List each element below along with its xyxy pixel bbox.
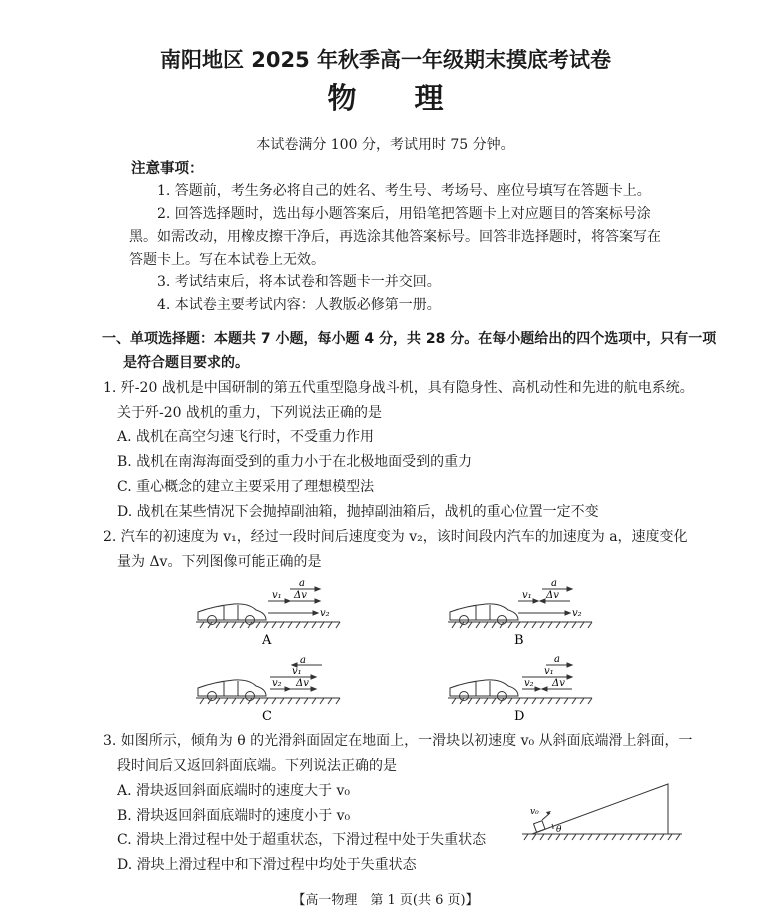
car-icon [450,604,518,625]
question-3-option-a: A. 滑块返回斜面底端时的速度大于 v₀ [117,783,350,799]
section-heading: 一、单项选择题：本题共 7 小题，每小题 4 分，共 28 分。在每小题给出的四个选项中，只有一项 [102,331,717,347]
subject-title: 物理 [327,81,502,115]
label-v2: v₂ [320,608,330,619]
ground [196,698,340,704]
ground [448,622,592,628]
score-info: 本试卷满分 100 分，考试用时 75 分钟。 [256,137,515,153]
question-1-stem: 关于歼-20 战机的重力，下列说法正确的是 [117,405,382,421]
label-dv: Δv [294,590,307,601]
question-1-option-c: C. 重心概念的建立主要采用了理想模型法 [117,479,375,495]
question-1-option-a: A. 战机在高空匀速飞行时，不受重力作用 [117,429,375,445]
slider-block [534,821,546,833]
label-v1: v₁ [272,590,282,601]
label-v1: v₁ [544,666,554,677]
label-dv: Δv [552,678,565,689]
figure-label: D [514,709,525,724]
figure-label: A [262,633,272,648]
arrow-v0 [542,813,550,820]
page-footer: 【高一物理 第 1 页(共 6 页)】 [292,893,479,908]
label-v2: v₂ [524,678,534,689]
note-line: 答题卡上。写在本试卷上无效。 [129,252,325,268]
label-a: a [300,655,306,666]
label-v1: v₁ [522,590,532,601]
question-1-option-d: D. 战机在某些情况下会抛掉副油箱，抛掉副油箱后，战机的重心位置一定不变 [117,504,599,520]
ground [448,698,592,704]
figure-label: B [514,633,524,648]
label-dv: Δv [296,678,309,689]
label-theta: θ [556,825,562,835]
label-a: a [551,578,557,589]
question-2-stem: 2. 汽车的初速度为 v₁，经过一段时间后速度变为 v₂，该时间段内汽车的加速度为 a，速度变化 [103,529,688,545]
car-icon [198,680,266,701]
section-heading-cont: 是符合题目要求的。 [123,355,249,371]
question-3-option-d: D. 滑块上滑过程中和下滑过程中均处于失重状态 [117,857,417,873]
question-1-stem: 1. 歼-20 战机是中国研制的第五代重型隐身战斗机，具有隐身性、高机动性和先进的航电系统。 [103,380,694,396]
notes-heading: 注意事项： [131,161,204,177]
question-2-stem: 量为 Δv。下列图像可能正确的是 [117,554,322,570]
question-3-stem: 3. 如图所示，倾角为 θ 的光滑斜面固定在地面上，一滑块以初速度 v₀ 从斜面底端滑上斜面，一 [103,733,693,749]
label-v0: v₀ [530,807,539,817]
label-a: a [299,578,305,589]
label-v1: v₁ [292,666,302,677]
note-line: 2. 回答选择题时，选出每小题答案后，用铅笔把答题卡上对应题目的答案标号涂 [157,206,651,222]
figure-a [194,576,344,648]
note-line: 黑。如需改动，用橡皮擦干净后，再选涂其他答案标号。回答非选择题时，将答案写在 [129,229,661,245]
note-line: 4. 本试卷主要考试内容：人教版必修第一册。 [157,297,441,313]
car-icon [450,680,518,701]
label-dv: Δv [546,590,559,601]
ground [196,622,340,628]
label-v2: v₂ [572,608,582,619]
label-a: a [554,654,560,665]
exam-title: 南阳地区 2025 年秋季高一年级期末摸底考试卷 [159,48,612,72]
question-3-option-b: B. 滑块返回斜面底端时的速度小于 v₀ [117,808,351,824]
note-line: 3. 考试结束后，将本试卷和答题卡一并交回。 [157,274,441,290]
note-line: 1. 答题前，考生务必将自己的姓名、考生号、考场号、座位号填写在答题卡上。 [157,183,651,199]
figure-label: C [262,709,272,724]
ground-hatch [524,834,680,840]
car-icon [198,604,266,625]
figure-c [194,652,344,724]
question-3-stem: 段时间后又返回斜面底端。下列说法正确的是 [117,758,397,774]
question-1-option-b: B. 战机在南海海面受到的重力小于在北极地面受到的重力 [117,454,473,470]
incline-figure [520,780,684,844]
figure-b [446,576,596,648]
figure-d [446,652,596,724]
question-3-option-c: C. 滑块上滑过程中处于超重状态，下滑过程中处于失重状态 [117,832,487,848]
label-v2: v₂ [272,678,282,689]
